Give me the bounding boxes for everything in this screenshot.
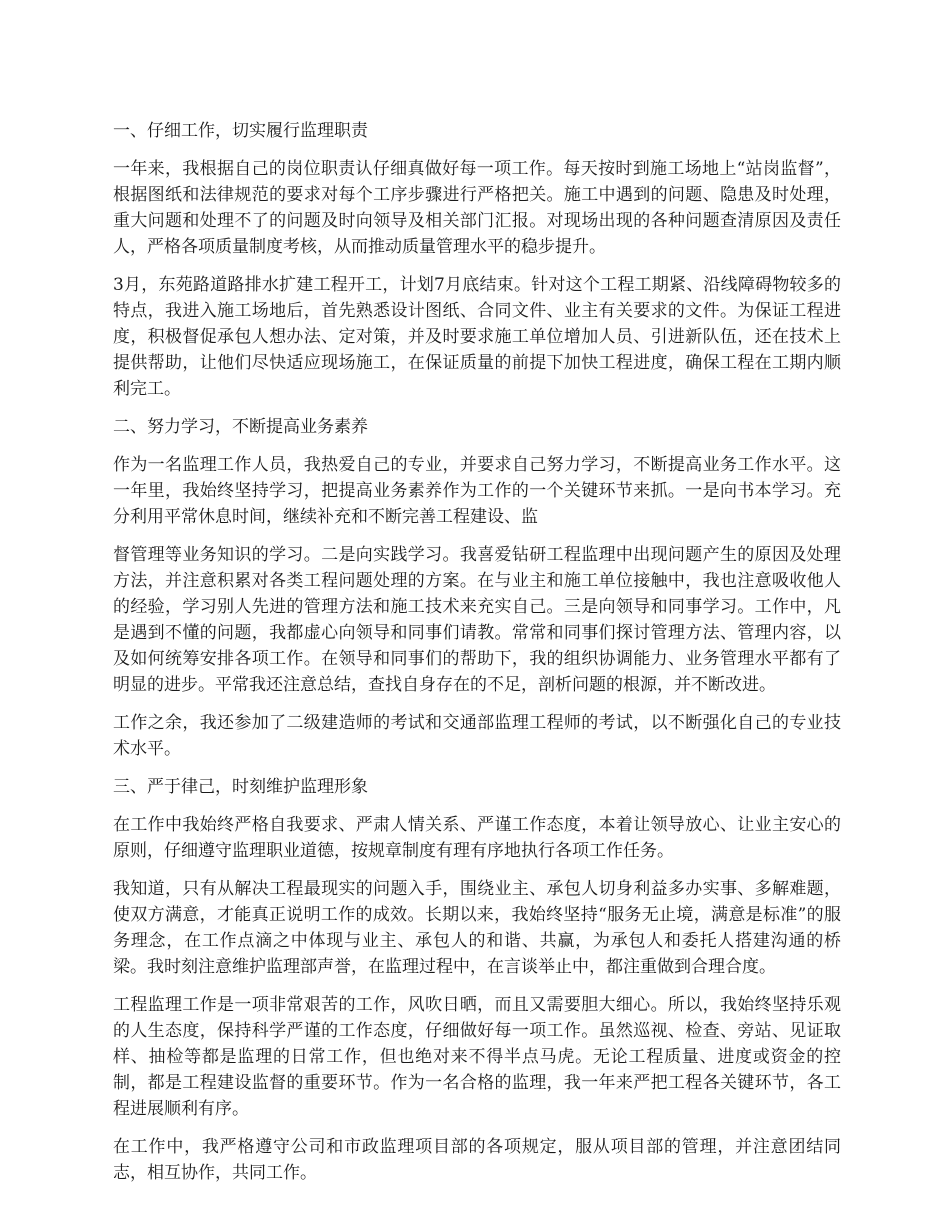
paragraph-hard-work: 工程监理工作是一项非常艰苦的工作，风吹日晒，而且又需要胆大细心。所以，我始终坚持乐观的人生态度，保持科学严谨的工作态度，仔细做好每一项工作。虽然巡视、检查、旁站、见证取样、抽检等都是监理的日常工作，但也绝对来不得半点马虎。无论工程质量、进度或资金的控制，都是工程建设监督的重要环节。作为一名合格的监理，我一年来严把工程各关键环节，各工程进展顺利有序。 — [113, 995, 841, 1119]
paragraph-study-intro: 作为一名监理工作人员，我热爱自己的专业，并要求自己努力学习，不断提高业务工作水平。这一年里，我始终坚持学习，把提高业务素养作为工作的一个关键环节来抓。一是向书本学习。充分利用平常休息时间，继续补充和不断完善工程建设、监 — [113, 455, 841, 527]
paragraph-study-practice: 督管理等业务知识的学习。二是向实践学习。我喜爱钻研工程监理中出现问题产生的原因及处理方法，并注意积累对各类工程问题处理的方案。在与业主和施工单位接触中，我也注意吸收他人的经验，学习别人先进的管理方法和施工技术来充实自己。三是向领导和同事学习。工作中，凡是遇到不懂的问题，我都虚心向领导和同事们请教。常常和同事们探讨管理方法、管理内容，以及如何统筹安排各项工作。在领导和同事们的帮助下，我的组织协调能力、业务管理水平都有了明显的进步。平常我还注意总结，查找自身存在的不足，剖析问题的根源，并不断改进。 — [113, 545, 841, 695]
paragraph-service-philosophy: 我知道，只有从解决工程最现实的问题入手，围绕业主、承包人切身利益多办实事、多解难题，使双方满意，才能真正说明工作的成效。长期以来，我始终坚持“服务无止境，满意是标准”的服务理念，在工作点滴之中体现与业主、承包人的和谐、共赢，为承包人和委托人搭建沟通的桥梁。我时刻注意维护监理部声誉，在监理过程中，在言谈举止中，都注重做到合理合度。 — [113, 879, 841, 977]
paragraph-self-discipline: 在工作中我始终严格自我要求、严肃人情关系、严谨工作态度，本着让领导放心、让业主安心的原则，仔细遵守监理职业道德，按规章制度有理有序地执行各项工作任务。 — [113, 815, 841, 861]
paragraph-duties-overview: 一年来，我根据自己的岗位职责认仔细真做好每一项工作。每天按时到施工场地上“站岗监督”，根据图纸和法律规范的要求对每个工序步骤进行严格把关。施工中遇到的问题、隐患及时处理，重大问题和处理不了的问题及时向领导及相关部门汇报。对现场出现的各种问题查清原因及责任人，严格各项质量制度考核，从而推动质量管理水平的稳步提升。 — [113, 159, 841, 257]
section-heading-1: 一、仔细工作，切实履行监理职责 — [113, 121, 368, 141]
section-heading-2: 二、努力学习，不断提高业务素养 — [113, 417, 368, 437]
section-heading-3: 三、严于律己，时刻维护监理形象 — [113, 777, 368, 797]
paragraph-dongyuan-road-project: 3月，东苑路道路排水扩建工程开工，计划7月底结束。针对这个工程工期紧、沿线障碍物较多的特点，我进入施工场地后，首先熟悉设计图纸、合同文件、业主有关要求的文件。为保证工程进度，积极督促承包人想办法、定对策，并及时要求施工单位增加人员、引进新队伍，还在技术上提供帮助，让他们尽快适应现场施工，在保证质量的前提下加快工程进度，确保工程在工期内顺利完工。 — [113, 275, 841, 399]
document-body — [113, 118, 841, 1198]
paragraph-exams: 工作之余，我还参加了二级建造师的考试和交通部监理工程师的考试，以不断强化自己的专业技术水平。 — [113, 713, 841, 759]
paragraph-compliance: 在工作中，我严格遵守公司和市政监理项目部的各项规定，服从项目部的管理，并注意团结同志，相互协作，共同工作。 — [113, 1137, 841, 1183]
